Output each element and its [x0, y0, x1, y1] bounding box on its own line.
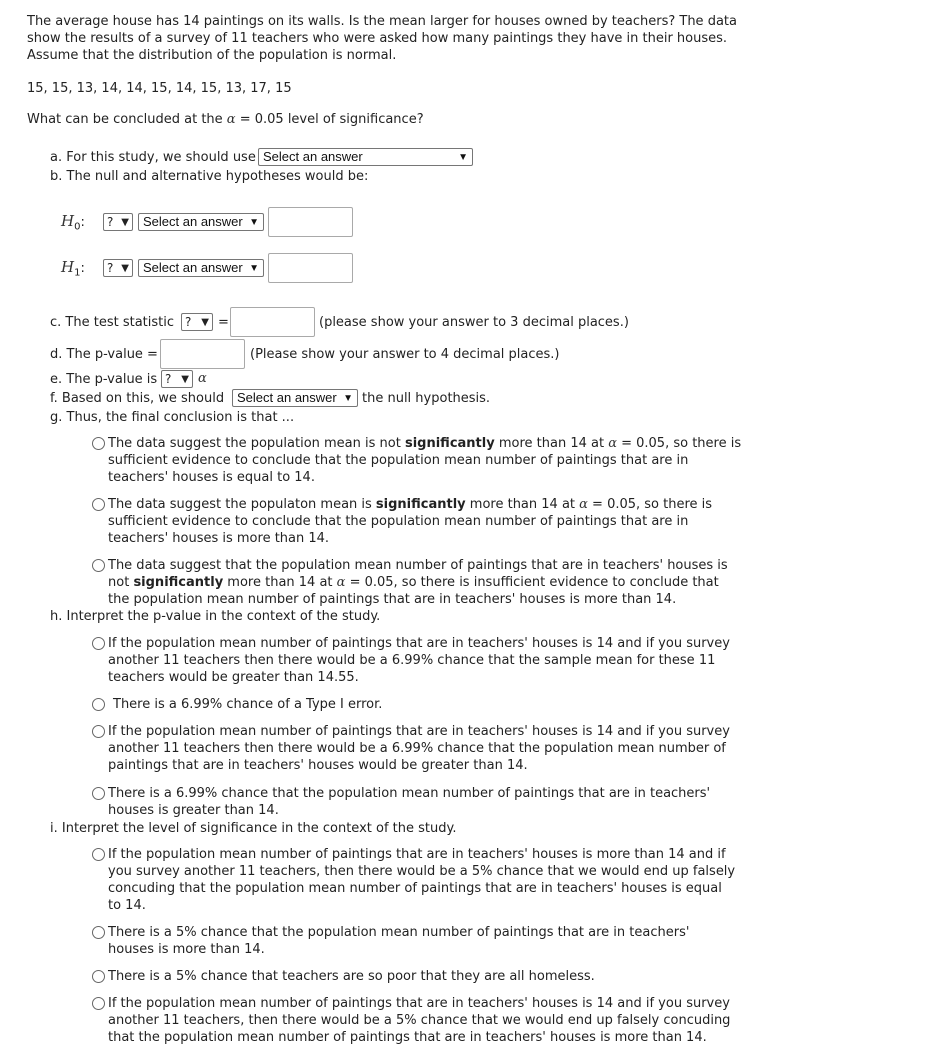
significance-interp-option-2-radio[interactable] — [92, 926, 105, 939]
pvalue-interp-option-2-text: There is a 6.99% chance of a Type I error. — [113, 697, 383, 712]
part-d-hint: (Please show your answer to 4 decimal places.) — [250, 347, 560, 362]
chevron-down-icon: ▼ — [249, 217, 259, 228]
p-value-input[interactable] — [160, 339, 245, 369]
h0-label: $H_0$: — [61, 212, 85, 233]
test-statistic-type-select[interactable]: ? ▼ — [181, 313, 213, 331]
part-c-hint: (please show your answer to 3 decimal places.) — [319, 315, 629, 330]
h1-relation-select[interactable]: Select an answer ▼ — [138, 259, 264, 277]
h1-parameter-select[interactable]: ? ▼ — [103, 259, 133, 277]
significance-interp-option-1-text: If the population mean number of paintings that are in teachers' houses is more than 14 and if you survey another 11 teachers, then there would be a 5% chance that we would end up falsely concuding that the population mean number of paintings that are in teachers' houses is equal to 14. — [108, 847, 736, 913]
intro-line-3: Assume that the distribution of the population is normal. — [27, 48, 397, 63]
significance-interp-option-4-text: If the population mean number of paintings that are in teachers' houses is 14 and if you survey another 11 teachers, then there would be a 5% chance that we would end up falsely concuding that the population mean number of paintings that are in teachers' houses is more than 14. — [108, 996, 731, 1045]
test-statistic-input[interactable] — [230, 307, 315, 337]
part-h-label: h. Interpret the p-value in the context of the study. — [50, 609, 381, 624]
part-f-suffix: the null hypothesis. — [362, 391, 491, 406]
significance-interp-option-1-radio[interactable] — [92, 848, 105, 861]
conclusion-option-2-text: The data suggest the populaton mean is significantly more than 14 at α = 0.05, so there is sufficient evidence to conclude that the population mean number of paintings that are in teachers' houses is more than 14. — [108, 497, 713, 546]
intro-line-1: The average house has 14 paintings on its walls. Is the mean larger for houses owned by teachers? The data — [27, 14, 737, 29]
h0-relation-select[interactable]: Select an answer ▼ — [138, 213, 264, 231]
conclusion-option-2-radio[interactable] — [92, 498, 105, 511]
pvalue-interp-option-2-radio[interactable] — [92, 698, 105, 711]
question-text: What can be concluded at the α = 0.05 level of significance? — [27, 112, 424, 127]
pvalue-interp-option-4-text: There is a 6.99% chance that the population mean number of paintings that are in teachers' houses is greater than 14. — [108, 786, 711, 818]
conclusion-option-3-text: The data suggest that the population mean number of paintings that are in teachers' houses is not significantly more than 14 at α = 0.05, so there is insufficient evidence to conclude that the population mean number of paintings that are in teachers' houses is more than 14. — [108, 558, 728, 607]
significance-interp-option-4-radio[interactable] — [92, 997, 105, 1010]
chevron-down-icon: ▼ — [343, 393, 353, 404]
chevron-down-icon: ▼ — [181, 374, 189, 385]
part-c-label: c. The test statistic — [50, 315, 174, 330]
part-e-label: e. The p-value is — [50, 372, 158, 387]
conclusion-option-1-text: The data suggest the population mean is not significantly more than 14 at α = 0.05, so there is sufficient evidence to conclude that the population mean number of paintings that are in teachers' houses is equal to 14. — [108, 436, 742, 485]
equals-sign: = — [218, 315, 229, 330]
conclusion-option-1-radio[interactable] — [92, 437, 105, 450]
part-g-label: g. Thus, the final conclusion is that ... — [50, 410, 295, 425]
h0-value-input[interactable] — [268, 207, 353, 237]
significance-interp-option-2-text: There is a 5% chance that the population mean number of paintings that are in teachers' houses is more than 14. — [108, 925, 690, 957]
h1-value-input[interactable] — [268, 253, 353, 283]
significance-interp-option-3-radio[interactable] — [92, 970, 105, 983]
chevron-down-icon: ▼ — [121, 263, 129, 274]
part-f-label: f. Based on this, we should — [50, 391, 225, 406]
chevron-down-icon: ▼ — [121, 217, 129, 228]
part-d-label: d. The p-value = — [50, 347, 158, 362]
study-type-select[interactable]: Select an answer ▼ — [258, 148, 473, 166]
conclusion-option-3-radio[interactable] — [92, 559, 105, 572]
alpha-symbol: α — [226, 112, 236, 127]
pvalue-interp-option-4-radio[interactable] — [92, 787, 105, 800]
h0-parameter-select[interactable]: ? ▼ — [103, 213, 133, 231]
decision-select[interactable]: Select an answer ▼ — [232, 389, 358, 407]
intro-line-2: show the results of a survey of 11 teachers who were asked how many paintings they have in their houses. — [27, 31, 728, 46]
part-b-label: b. The null and alternative hypotheses would be: — [50, 169, 369, 184]
chevron-down-icon: ▼ — [458, 152, 468, 163]
data-values: 15, 15, 13, 14, 14, 15, 14, 15, 13, 17, 15 — [27, 81, 292, 96]
pvalue-interp-option-1-text: If the population mean number of paintings that are in teachers' houses is 14 and if you survey another 11 teachers then there would be a 6.99% chance that the sample mean for these 11 teachers would be greater than 14.55. — [108, 636, 730, 685]
p-value-comparison-select[interactable]: ? ▼ — [161, 370, 193, 388]
part-i-label: i. Interpret the level of significance in the context of the study. — [50, 821, 457, 836]
pvalue-interp-option-3-radio[interactable] — [92, 725, 105, 738]
alpha-symbol: α — [198, 371, 207, 386]
chevron-down-icon: ▼ — [249, 263, 259, 274]
pvalue-interp-option-3-text: If the population mean number of paintings that are in teachers' houses is 14 and if you survey another 11 teachers then there would be a 6.99% chance that the population mean number of paintings that are in teachers' houses would be greater than 14. — [108, 724, 730, 773]
h1-label: $H_1$: — [61, 258, 85, 279]
pvalue-interp-option-1-radio[interactable] — [92, 637, 105, 650]
significance-interp-option-3-text: There is a 5% chance that teachers are so poor that they are all homeless. — [108, 969, 595, 984]
part-a-label: a. For this study, we should use — [50, 150, 256, 165]
chevron-down-icon: ▼ — [201, 317, 209, 328]
